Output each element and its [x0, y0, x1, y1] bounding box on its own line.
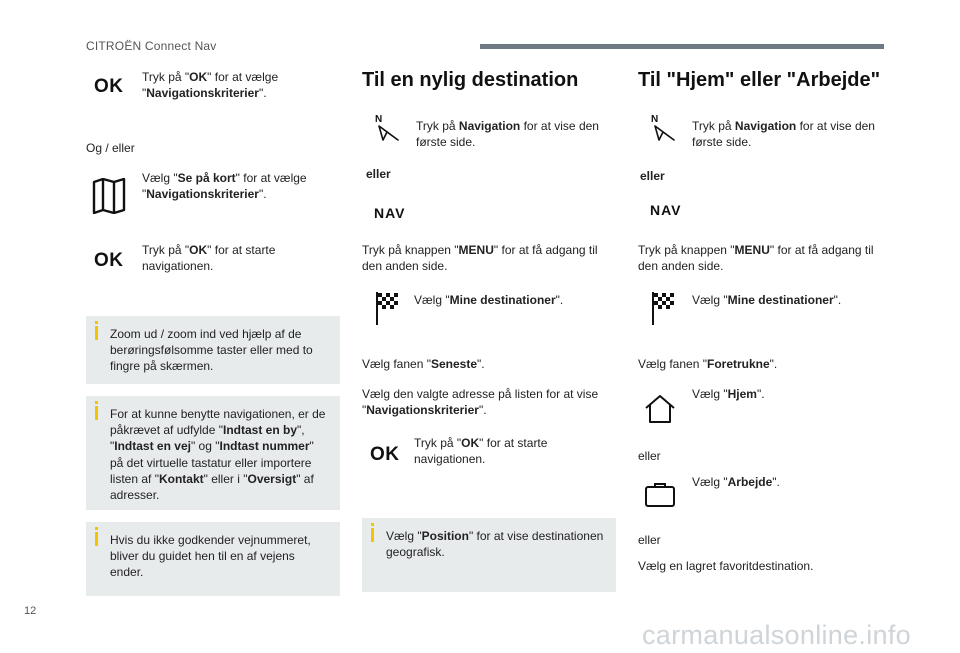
select-tab-favorites-text: Vælg fanen "Foretrukne". [638, 357, 778, 371]
ok-start-navigation-text: Tryk på "OK" for at starte navigationen. [414, 436, 548, 467]
info-icon [95, 406, 98, 420]
page-number: 12 [24, 605, 37, 617]
checkered-flag-icon [374, 290, 400, 330]
info-icon [95, 326, 98, 340]
select-work-text: Vælg "Arbejde". [692, 475, 780, 489]
eller-text: eller [640, 169, 665, 183]
nav-button-icon: NAV [374, 205, 406, 221]
home-icon [644, 394, 676, 428]
watermark: carmanualsonline.info [642, 620, 911, 650]
tap-navigation-text: Tryk på Navigation for at vise den første side. [692, 119, 875, 150]
book-map-icon [92, 178, 126, 218]
info-icon [95, 532, 98, 546]
menu-button-text: Tryk på knappen "MENU" for at få adgang til den anden side. [362, 243, 598, 274]
select-tab-recent-text: Vælg fanen "Seneste". [362, 357, 485, 371]
tap-navigation-text: Tryk på Navigation for at vise den første side. [416, 119, 599, 150]
ok-start-navigation-text: Tryk på "OK" for at starte navigationen. [142, 243, 276, 274]
info-note-road-number: Hvis du ikke godkender vejnummeret, bliver du guidet hen til en af vejens ender. [86, 522, 340, 596]
eller-text: eller [638, 449, 661, 463]
select-home-text: Vælg "Hjem". [692, 387, 765, 401]
svg-text:N: N [651, 114, 659, 125]
info-note-position: Vælg "Position" for at vise destinationen geografisk. [362, 518, 616, 592]
section-heading-recent: Til en nylig destination [362, 69, 579, 91]
checkered-flag-icon [650, 290, 676, 330]
ok-icon: OK [94, 250, 124, 271]
info-note-input: For at kunne benytte navigationen, er de påkrævet af udfylde "Indtast en by", "Indtast en vej" og "Indtast nummer" på det virtuelle tastatur eller importere listen af "Kontakt" eller i "Oversigt" af adresser. [86, 396, 340, 510]
section-heading-home-work: Til "Hjem" eller "Arbejde" [638, 69, 881, 91]
navigation-arrow-icon [650, 112, 678, 146]
menu-button-text: Tryk på knappen "MENU" for at få adgang til den anden side. [638, 243, 874, 274]
select-my-destinations-text: Vælg "Mine destinationer". [414, 293, 564, 307]
svg-text:N: N [375, 114, 383, 125]
navigation-arrow-icon [374, 112, 402, 146]
nav-button-icon: NAV [650, 202, 682, 218]
manual-header-title: CITROËN Connect Nav [86, 39, 217, 53]
ok-select-criteria-text: Tryk på "OK" for at vælge "Navigationskriterier". [142, 70, 279, 101]
see-map-text: Vælg "Se på kort" for at vælge "Navigationskriterier". [142, 171, 307, 202]
ok-icon: OK [94, 76, 124, 97]
eller-text: eller [638, 533, 661, 547]
select-my-destinations-text: Vælg "Mine destinationer". [692, 293, 842, 307]
header-divider-bar [480, 44, 884, 49]
select-address-text: Vælg den valgte adresse på listen for at vise "Navigationskriterier". [362, 387, 599, 418]
select-saved-favorite-text: Vælg en lagret favoritdestination. [638, 559, 814, 573]
eller-text: eller [366, 167, 391, 181]
info-note-zoom: Zoom ud / zoom ind ved hjælp af de berøringsfølsomme taster eller med to fingre på skærmen. [86, 316, 340, 384]
ok-icon: OK [370, 444, 400, 465]
info-icon [371, 528, 374, 542]
briefcase-icon [644, 482, 676, 512]
og-eller-text: Og / eller [86, 141, 135, 155]
